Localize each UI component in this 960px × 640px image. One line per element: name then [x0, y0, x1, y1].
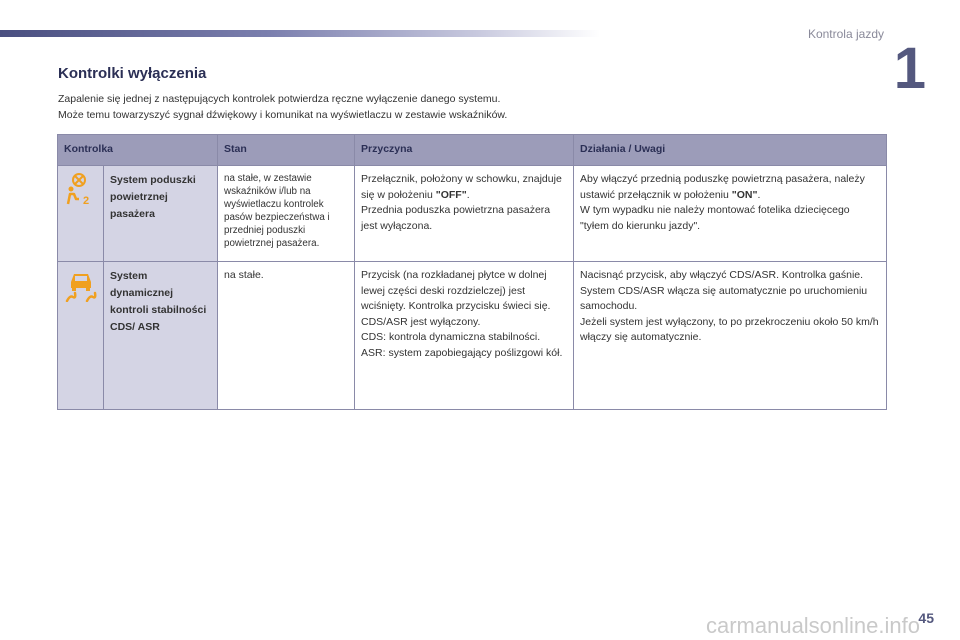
column-header-dzialania: Działania / Uwagi	[574, 135, 887, 166]
skidding-car-icon	[64, 268, 98, 302]
intro-line: Zapalenie się jednej z następujących kontrolek potwierdza ręczne wyłączenie danego systemu.	[58, 93, 501, 105]
intro-text	[58, 91, 507, 123]
action-text: W tym wypadku nie należy montować fotelika dziecięcego "tyłem do kierunku jazdy".	[580, 204, 850, 232]
intro-line: Może temu towarzyszyć sygnał dźwiękowy i komunikat na wyświetlaczu w zestawie wskaźników.	[58, 109, 508, 121]
table-row	[58, 166, 887, 262]
header-gradient-bar	[0, 30, 600, 37]
table-row	[58, 262, 887, 410]
cause-text: .	[466, 188, 470, 201]
chapter-title: Kontrola jazdy	[807, 27, 884, 41]
column-header-przyczyna: Przyczyna	[355, 135, 574, 166]
cause-text: CDS/ASR jest wyłączony.	[361, 315, 481, 328]
page-number: 45	[918, 610, 934, 626]
cause-text: ASR: system zapobiegający poślizgowi kół.	[361, 346, 563, 359]
cause-text: CDS: kontrola dynamiczna stabilności.	[361, 331, 541, 343]
action-cell	[574, 262, 887, 410]
action-cell	[574, 166, 887, 262]
chapter-number: 1	[893, 36, 926, 101]
action-text: Jeżeli system jest wyłączony, to po przekroczeniu około 50 km/h włączy się automatycznie.	[580, 315, 879, 343]
section-title: Kontrolki wyłączenia	[58, 65, 207, 82]
cause-cell	[355, 166, 574, 262]
svg-text:2: 2	[83, 195, 90, 206]
cause-cell	[355, 262, 574, 410]
airbag-off-icon	[64, 172, 98, 206]
table-header-row	[58, 135, 887, 166]
column-header-stan: Stan	[218, 135, 355, 166]
switch-position-on: "ON"	[731, 188, 758, 201]
warning-lights-table	[57, 134, 887, 410]
warning-name: System poduszki powietrznej pasażera	[104, 166, 218, 262]
watermark: carmanualsonline.info	[705, 613, 920, 638]
icon-cell	[58, 262, 104, 410]
cause-text: Przednia poduszka powietrzna pasażera jest wyłączona.	[361, 204, 551, 232]
action-text: Nacisnąć przycisk, aby włączyć CDS/ASR. Kontrolka gaśnie.	[580, 269, 864, 281]
action-text: .	[757, 188, 761, 201]
cause-text: Przełącznik, położony w schowku, znajduje się w położeniu	[361, 173, 562, 201]
action-text: System CDS/ASR włącza się automatycznie po uruchomieniu samochodu.	[580, 284, 868, 312]
action-text: Aby włączyć przednią poduszkę powietrzną pasażera, należy ustawić przełącznik w położeniu	[580, 173, 865, 201]
state-cell: na stałe, w zestawie wskaźników i/lub na wyświetlaczu kontrolek pasów bezpieczeństwa i przedniej poduszki powietrznej pasażera.	[218, 166, 355, 262]
cause-text: Przycisk (na rozkładanej płytce w dolnej lewej części deski rozdzielczej) jest wciśnięty. Kontrolka przycisku świeci się.	[361, 269, 551, 312]
column-header-kontrolka: Kontrolka	[58, 135, 218, 166]
state-cell: na stałe.	[218, 262, 355, 410]
warning-name: System dynamicznej kontroli stabilności CDS/ ASR	[104, 262, 218, 410]
icon-cell	[58, 166, 104, 262]
switch-position-off: "OFF"	[435, 188, 467, 201]
